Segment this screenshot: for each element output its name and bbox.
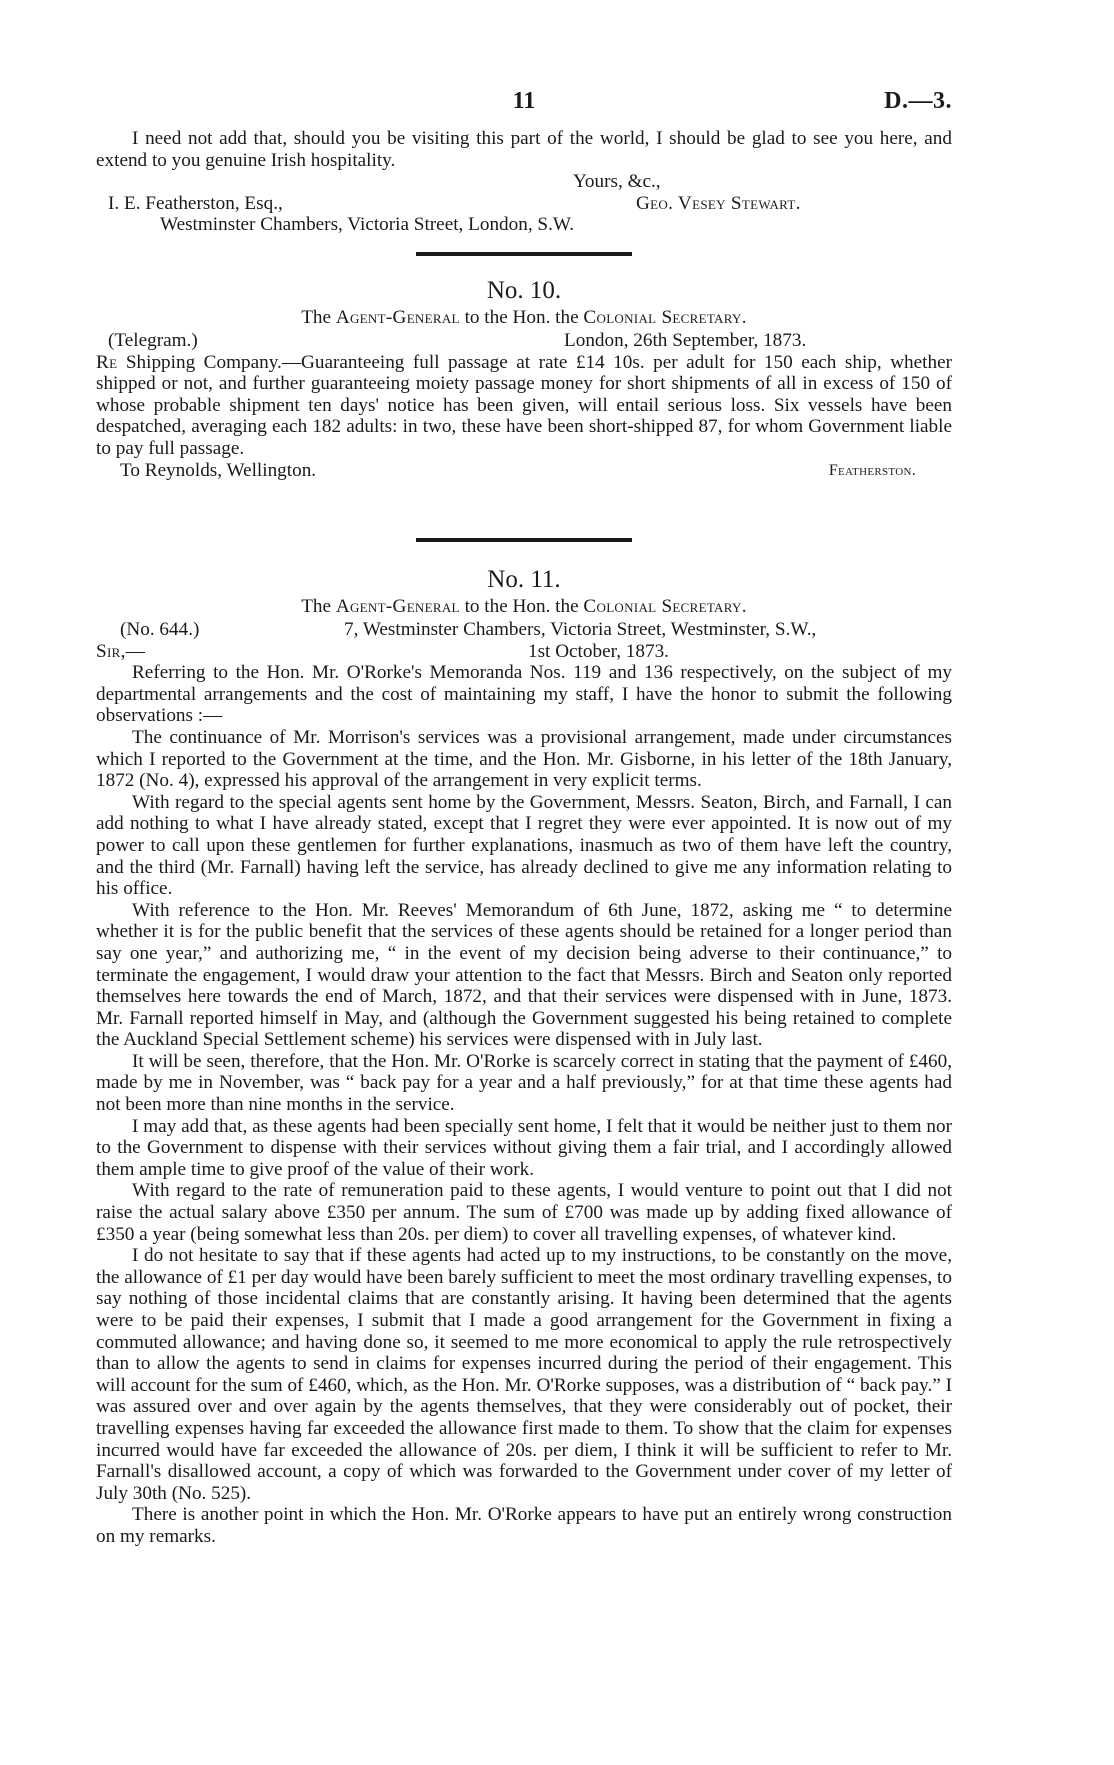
telegram-recipient: To Reynolds, Wellington. [120, 459, 317, 481]
divider-1 [96, 252, 952, 256]
sender-address: 7, Westminster Chambers, Victoria Street, Westminster, S.W., [344, 619, 817, 640]
closing-phrase: Yours, &c., [573, 171, 661, 193]
page-header [96, 88, 952, 118]
letter-date: 1st October, 1873. [528, 640, 669, 662]
paragraph: The continuance of Mr. Morrison's services was a provisional arrangement, made under circumstances which I reported to the Government at the time, and the Hon. Mr. Gisborne, in his letter of the 18th January, 1872 (No. 4), expressed his approval of the arrangement in very explicit terms. [96, 726, 952, 792]
paragraph: With regard to the rate of remuneration paid to these agents, I would venture to point out that I did not raise the actual salary above £350 per annum. The sum of £700 was made up by adding fixed allowance of £350 a year (being somewhat less than 20s. per diem) to cover all travelling expenses, of whatever kind. [96, 1180, 952, 1245]
section-no-11 [96, 565, 952, 1548]
paragraph: It will be seen, therefore, that the Hon. Mr. O'Rorke is scarcely correct in stating that the payment of £460, made by me in November, was “ back pay for a year and a half previously,” for at that time these agents had not been more than nine months in the service. [96, 1050, 952, 1116]
place-date: London, 26th September, 1873. [564, 330, 807, 351]
closing-paragraph: I need not add that, should you be visiting this part of the world, I should be glad to see you here, and extend to you genuine Irish hospitality. [96, 128, 952, 171]
paragraph: With regard to the special agents sent home by the Government, Messrs. Seaton, Birch, and Farnall, I can add nothing to what I have already stated, except that I regret they were ever appointed. It is now out of my power to call upon these gentlemen for further explanations, inasmuch as two of them have left the country, and the third (Mr. Farnall) having left the service, has already declined to give me any information relating to his office. [96, 791, 952, 900]
section-subtitle: The Agent-General to the Hon. the Colonial Secretary. [301, 596, 747, 617]
section-number: No. 11. [487, 566, 561, 593]
document-reference: D.—3. [884, 88, 952, 114]
addressee-address: Westminster Chambers, Victoria Street, London, S.W. [160, 214, 575, 236]
letter-body [96, 662, 952, 1547]
letter-10-ending [96, 128, 952, 236]
divider-2 [96, 538, 952, 542]
telegram-label: (Telegram.) [108, 330, 198, 351]
paragraph: I do not hesitate to say that if these agents had acted up to my instructions, to be constantly on the move, the allowance of £1 per day would have been barely sufficient to meet the most ordinary travelling expenses, to say nothing of those incidental claims that are constantly arising. It having been determined that the agents were to be paid their expenses, I submit that I made a good arrangement for the Government in fixing a commuted allowance; and having done so, it seemed to me more economical to apply the rule retrospectively than to allow the agents to send in claims for expenses incurred during the period of their engagement. This will account for the sum of £460, which, as the Hon. Mr. O'Rorke supposes, was a distribution of “ back pay.” I was assured over and over again by the agents themselves, that they were considerably out of pocket, their travelling expenses having far exceeded the allowance first made to them. To show that the claim for expenses incurred would have far exceeded the allowance of 20s. per diem, I think it will be sufficient to refer to Mr. Farnall's disallowed account, a copy of which was forwarded to the Government under cover of my letter of July 30th (No. 525). [96, 1245, 952, 1504]
paragraph: There is another point in which the Hon. Mr. O'Rorke appears to have put an entirely wrong construction on my remarks. [96, 1504, 952, 1547]
letter-reference: (No. 644.) [120, 619, 200, 640]
telegram-body: Re Shipping Company.—Guaranteeing full passage at rate £14 10s. per adult for 150 each ship, whether shipped or not, and further guaranteeing moiety passage money for short shipments of all in excess of 150 of whose probable shipment ten days' notice has been given, will entail serious loss. Six vessels have been despatched, averaging each 182 adults: in two, these have been short-shipped 87, for whom Government liable to pay full passage. [96, 351, 952, 459]
salutation: Sir,— [96, 640, 146, 662]
signature: Geo. Vesey Stewart. [636, 192, 801, 214]
section-number: No. 10. [486, 277, 562, 304]
section-no-10 [96, 276, 952, 481]
addressee: I. E. Featherston, Esq., [108, 192, 283, 214]
paragraph: I may add that, as these agents had been specially sent home, I felt that it would be neither just to them nor to the Government to dispense with their services without giving them a fair trial, and I accordingly allowed them ample time to give proof of the value of their work. [96, 1115, 952, 1180]
paragraph: Referring to the Hon. Mr. O'Rorke's Memoranda Nos. 119 and 136 respectively, on the subject of my departmental arrangements and the cost of maintaining my staff, I have the honor to submit the following observations :— [96, 662, 952, 727]
paragraph: With reference to the Hon. Mr. Reeves' Memorandum of 6th June, 1872, asking me “ to determine whether it is for the public benefit that the services of these agents should be retained for a longer period than say one year,” and authorizing me, “ in the event of my decision being adverse to their continuance,” to terminate the engagement, I would draw your attention to the fact that Messrs. Birch and Seaton only reported themselves here towards the end of March, 1872, and that their services were dispensed with in June, 1873. Mr. Farnall reported himself in May, and (although the Government suggested his being retained to complete the Auckland Special Settlement scheme) his services were dispensed with in July last. [96, 899, 952, 1051]
page-number: 11 [512, 88, 536, 114]
telegram-signature: Featherston. [828, 461, 916, 479]
section-subtitle: The Agent-General to the Hon. the Colonial Secretary. [301, 307, 747, 328]
